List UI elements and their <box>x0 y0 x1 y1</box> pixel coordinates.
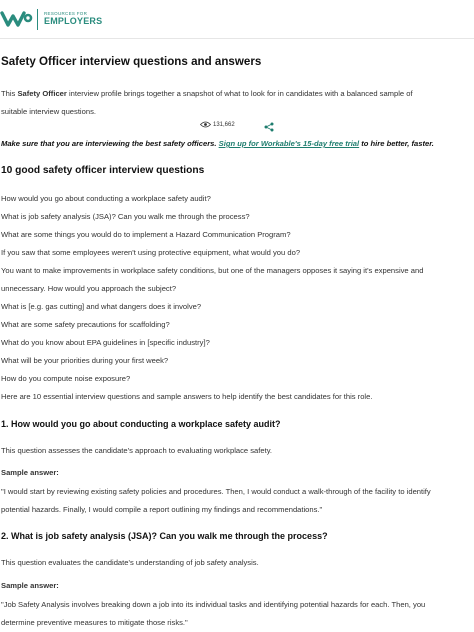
question-item: If you saw that some employees weren't using protective equipment, what would you do? <box>1 248 301 257</box>
view-count: 131,662 <box>213 121 235 128</box>
share-icon <box>264 122 274 132</box>
page-title: Safety Officer interview questions and answers <box>1 55 262 68</box>
view-stats <box>200 121 235 128</box>
q1-heading: 1. How would you go about conducting a workplace safety audit? <box>1 419 281 429</box>
q2-description: This question evaluates the candidate's understanding of job safety analysis. <box>1 558 259 567</box>
site-header <box>0 0 474 39</box>
share-button[interactable] <box>264 119 274 137</box>
brand-title: EMPLOYERS <box>44 16 103 26</box>
free-trial-link[interactable]: Sign up for Workable's 15-day free trial <box>218 139 360 148</box>
question-item: How would you go about conducting a workplace safety audit? <box>1 194 211 203</box>
questions-section-title: 10 good safety officer interview questions <box>1 165 205 176</box>
q1-sample-label: Sample answer: <box>1 468 59 477</box>
workable-w-logo-icon <box>0 8 34 30</box>
intro-prefix: This <box>1 89 18 98</box>
question-item: What are some things you would do to implement a Hazard Communication Program? <box>1 230 291 239</box>
intro-line-2: suitable interview questions. <box>1 107 96 116</box>
eye-icon <box>200 121 211 128</box>
question-item: What is job safety analysis (JSA)? Can you walk me through the process? <box>1 212 250 221</box>
q2-answer-line-1: "Job Safety Analysis involves breaking down a job into its individual tasks and identifying potential hazards for each. Then, you <box>1 600 426 609</box>
promo-text: Make sure that you are interviewing the best safety officers. <box>1 139 217 148</box>
intro-role: Safety Officer <box>17 89 67 98</box>
q1-description: This question assesses the candidate's approach to evaluating workplace safety. <box>1 446 273 455</box>
question-item: What is [e.g. gas cutting] and what dangers does it involve? <box>1 302 202 311</box>
intro-line-1 <box>1 89 413 98</box>
logo-divider <box>37 9 38 30</box>
intro-rest: interview profile brings together a snapshot of what to look for in candidates with a balanced sample of <box>66 89 413 98</box>
question-item: What are some safety precautions for scaffolding? <box>1 320 170 329</box>
workable-logo[interactable] <box>0 8 34 35</box>
q2-heading: 2. What is job safety analysis (JSA)? Can you walk me through the process? <box>1 531 328 541</box>
questions-summary: Here are 10 essential interview questions and sample answers to help identify the best candidates for this role. <box>1 392 373 401</box>
question-item: What will be your priorities during your first week? <box>1 356 169 365</box>
question-item: You want to make improvements in workplace safety conditions, but one of the managers opposes it saying it's expensive and <box>1 266 424 275</box>
brand-subtitle: RESOURCES FOR <box>44 11 88 16</box>
q2-answer-line-2: determine preventive measures to mitigate those risks." <box>1 618 188 627</box>
q1-answer-line-1: "I would start by reviewing existing safety policies and procedures. Then, I would conduct a walk-through of the facility to identify <box>1 487 431 496</box>
promo-line <box>1 139 434 148</box>
q1-answer-line-2: potential hazards. Finally, I would compile a report outlining my findings and recommendations." <box>1 505 323 514</box>
question-item-continued: unnecessary. How would you approach the subject? <box>1 284 177 293</box>
q2-sample-label: Sample answer: <box>1 581 59 590</box>
question-item: How do you compute noise exposure? <box>1 374 131 383</box>
promo-tail: to hire better, faster. <box>359 139 434 148</box>
question-item: What do you know about EPA guidelines in [specific industry]? <box>1 338 210 347</box>
